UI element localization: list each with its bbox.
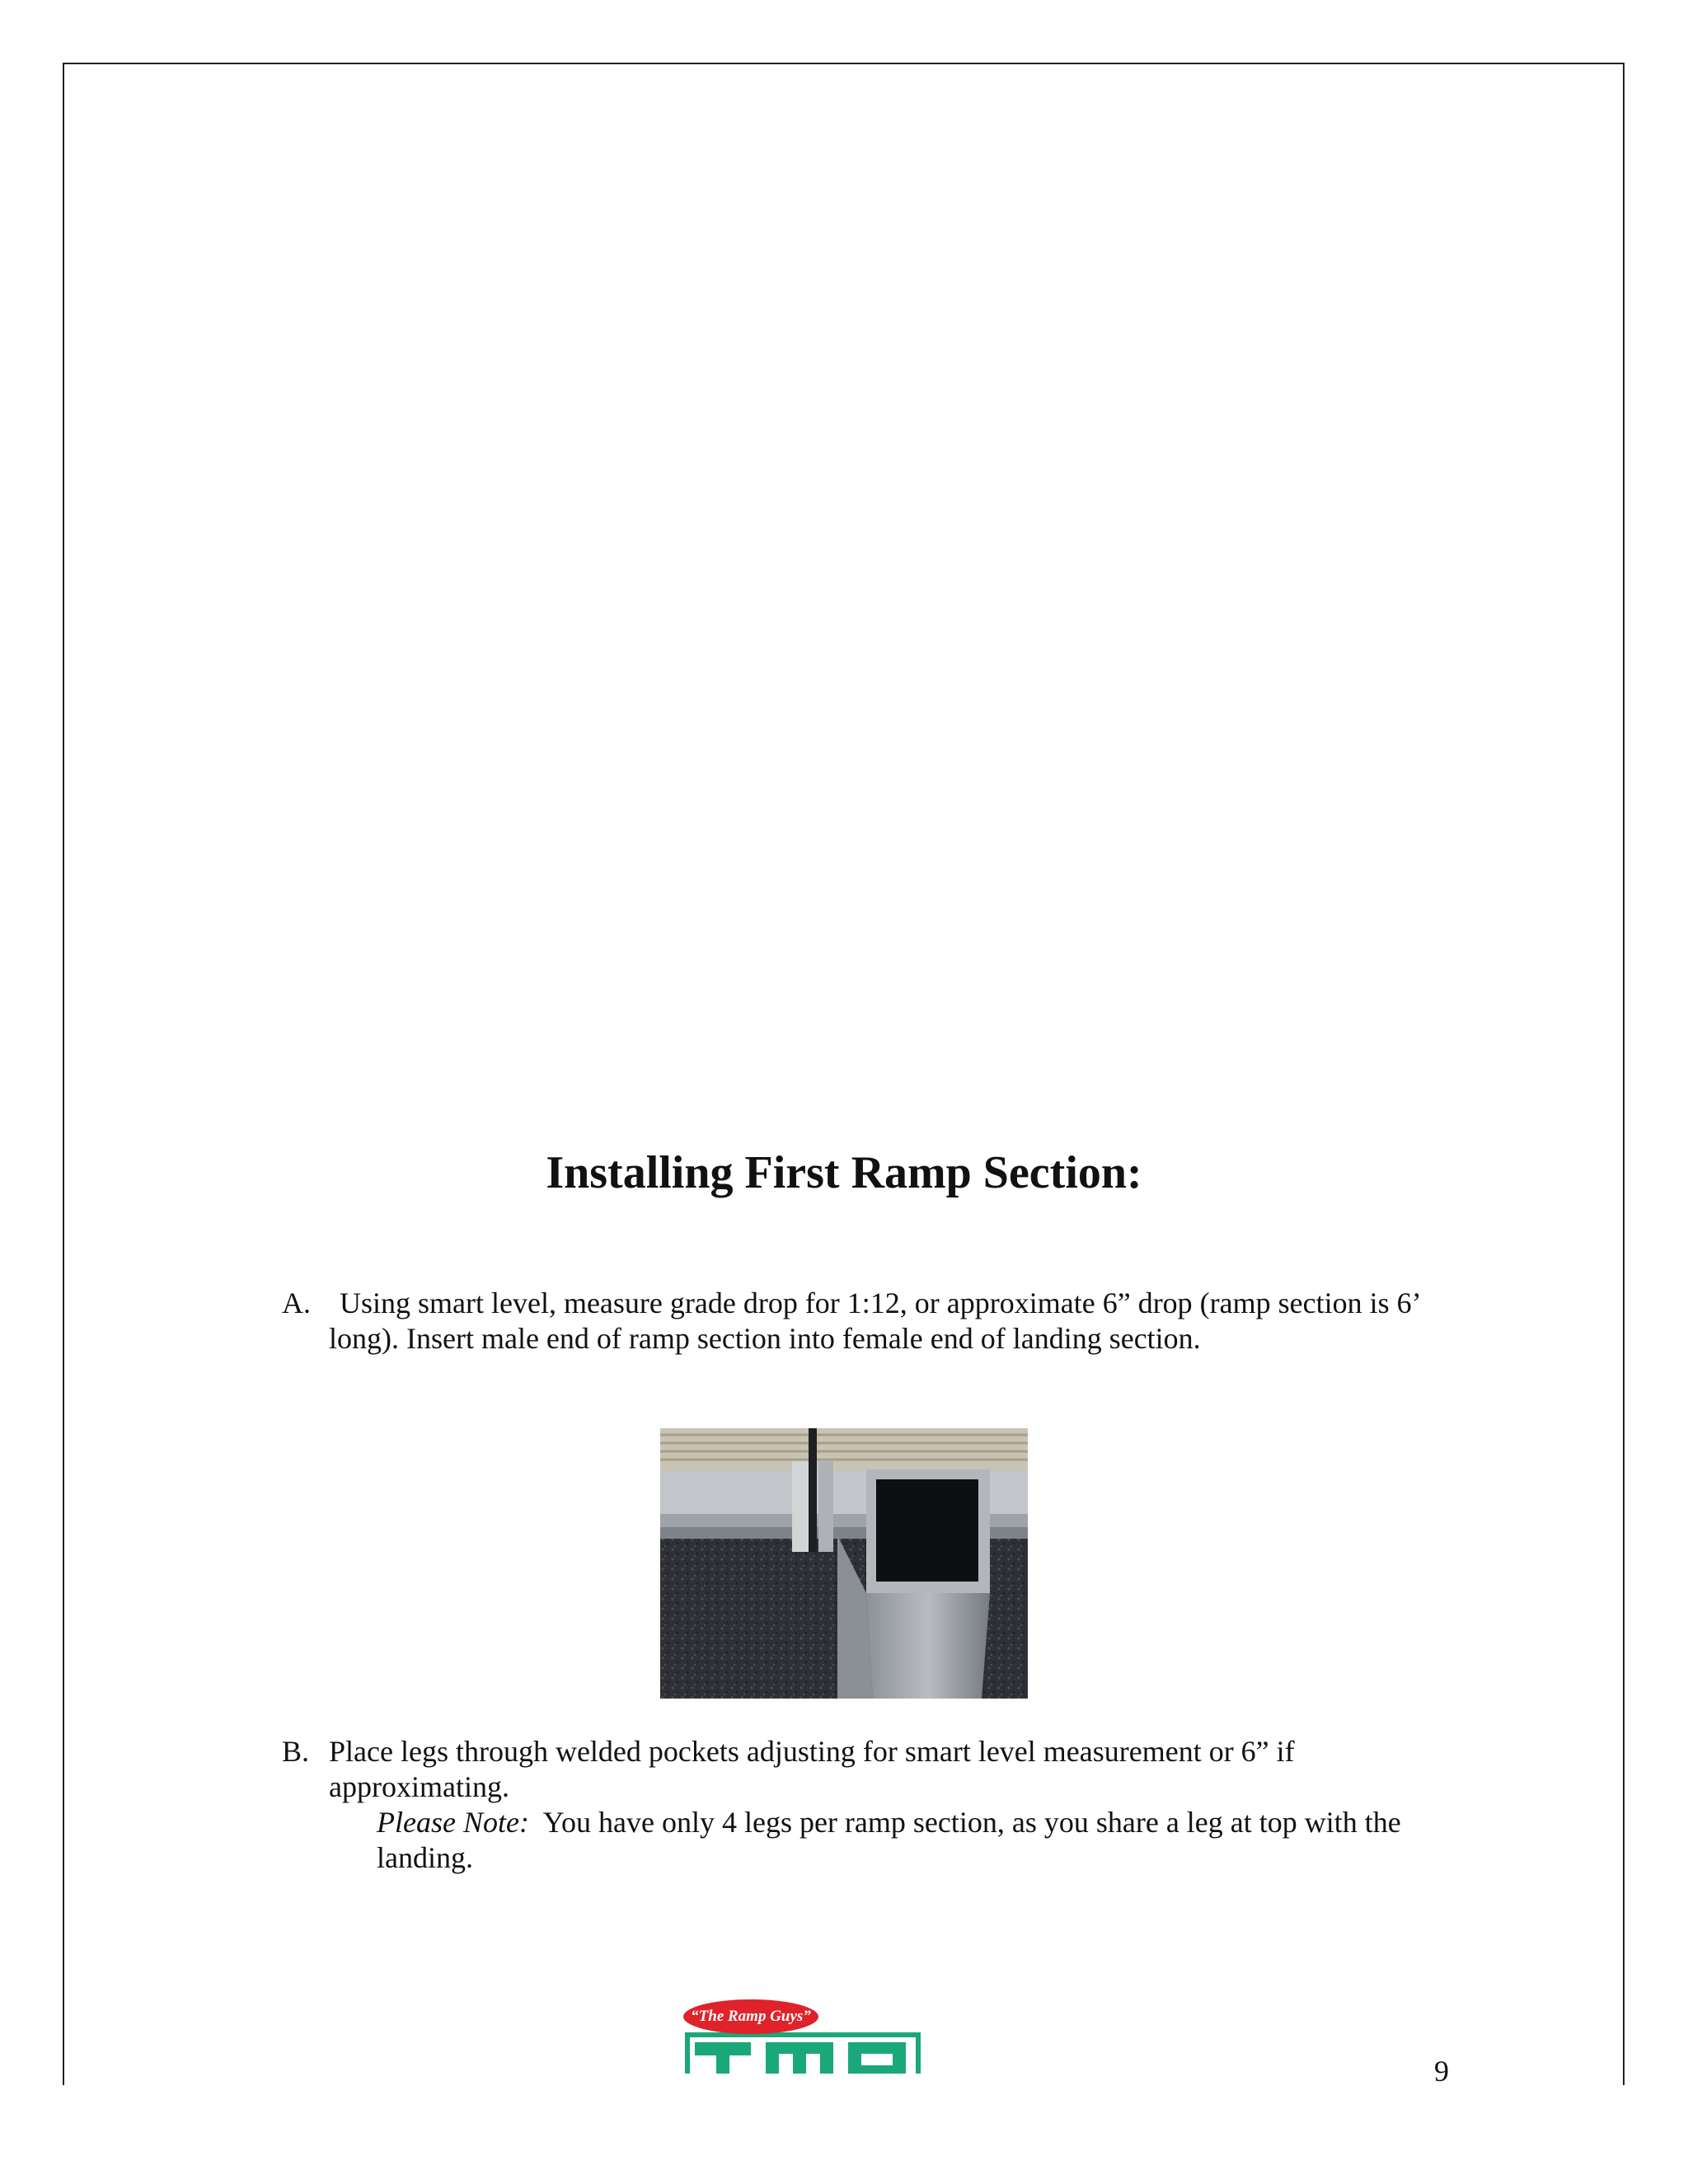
step-letter: A. [282,1286,311,1319]
step-text: Place legs through welded pockets adjusting for smart level measurement or 6” if approximating. [329,1735,1295,1803]
company-logo [680,1994,935,2074]
note [377,1805,1423,1876]
logo-badge: “The Ramp Guys” [683,1999,818,2034]
note-label: Please Note: [377,1806,529,1839]
step-b [282,1734,1469,1876]
step-a [282,1286,1469,1357]
page-number: 9 [1434,2055,1449,2088]
step-text: Using smart level, measure grade drop for 1:12, or approximate 6” drop (ramp section is 6’ long). Insert male end of ramp section into female end of landing section. [329,1286,1419,1355]
step-letter: B. [282,1735,310,1768]
note-text: You have only 4 legs per ramp section, as you share a leg at top with the landing. [377,1806,1401,1874]
ramp-leg-photo [660,1428,1028,1699]
section-title: Installing First Ramp Section: [546,1147,1142,1198]
tmp-logo-mark [680,2026,935,2074]
